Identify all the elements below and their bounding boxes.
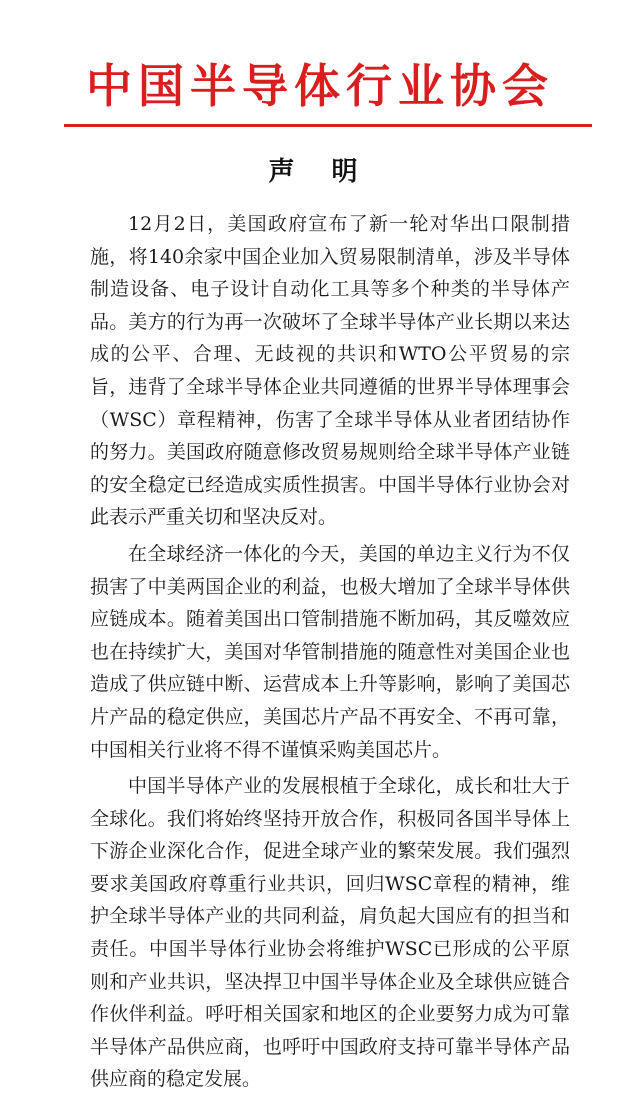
paragraph-2: 在全球经济一体化的今天，美国的单边主义行为不仅损害了中美两国企业的利益，也极大增加了全球半导体供应链成本。随着美国出口管制措施不断加码，其反噬效应也在持续扩大，美国对华管制措施的随意性对美国企业也造成了供应链中断、运营成本上升等影响，影响了美国芯片产品的稳定供应，美国芯片产品不再安全、不再可靠，中国相关行业将不得不谨慎采购美国芯片。	[90, 542, 570, 761]
document-body	[90, 208, 570, 1100]
letterhead-organization-name: 中国半导体行业协会	[86, 59, 554, 113]
paragraph-3: 中国半导体产业的发展根植于全球化，成长和壮大于全球化。我们将始终坚持开放合作，积极同各国半导体上下游企业深化合作，促进全球产业的繁荣发展。我们强烈要求美国政府尊重行业共识，回归WSC章程的精神，维护全球半导体产业的共同利益，肩负起大国应有的担当和责任。中国半导体行业协会将维护WSC已形成的公平原则和产业共识，坚决捍卫中国半导体企业及全球供应链合作伙伴利益。呼吁相关国家和地区的企业要努力成为可靠半导体产品供应商，也呼吁中国政府支持可靠半导体产品供应商的稳定发展。	[90, 775, 570, 1091]
letterhead-divider	[64, 124, 592, 127]
document-title: 声 明	[268, 157, 372, 187]
paragraph-1: 12月2日，美国政府宣布了新一轮对华出口限制措施，将140余家中国企业加入贸易限制清单，涉及半导体制造设备、电子设计自动化工具等多个种类的半导体产品。美方的行为再一次破坏了全球半导体产业长期以来达成的公平、合理、无歧视的共识和WTO公平贸易的宗旨，违背了全球半导体企业共同遵循的世界半导体理事会（WSC）章程精神，伤害了全球半导体从业者团结协作的努力。美国政府随意修改贸易规则给全球半导体产业链的安全稳定已经造成实质性损害。中国半导体行业协会对此表示严重关切和坚决反对。	[90, 213, 570, 529]
